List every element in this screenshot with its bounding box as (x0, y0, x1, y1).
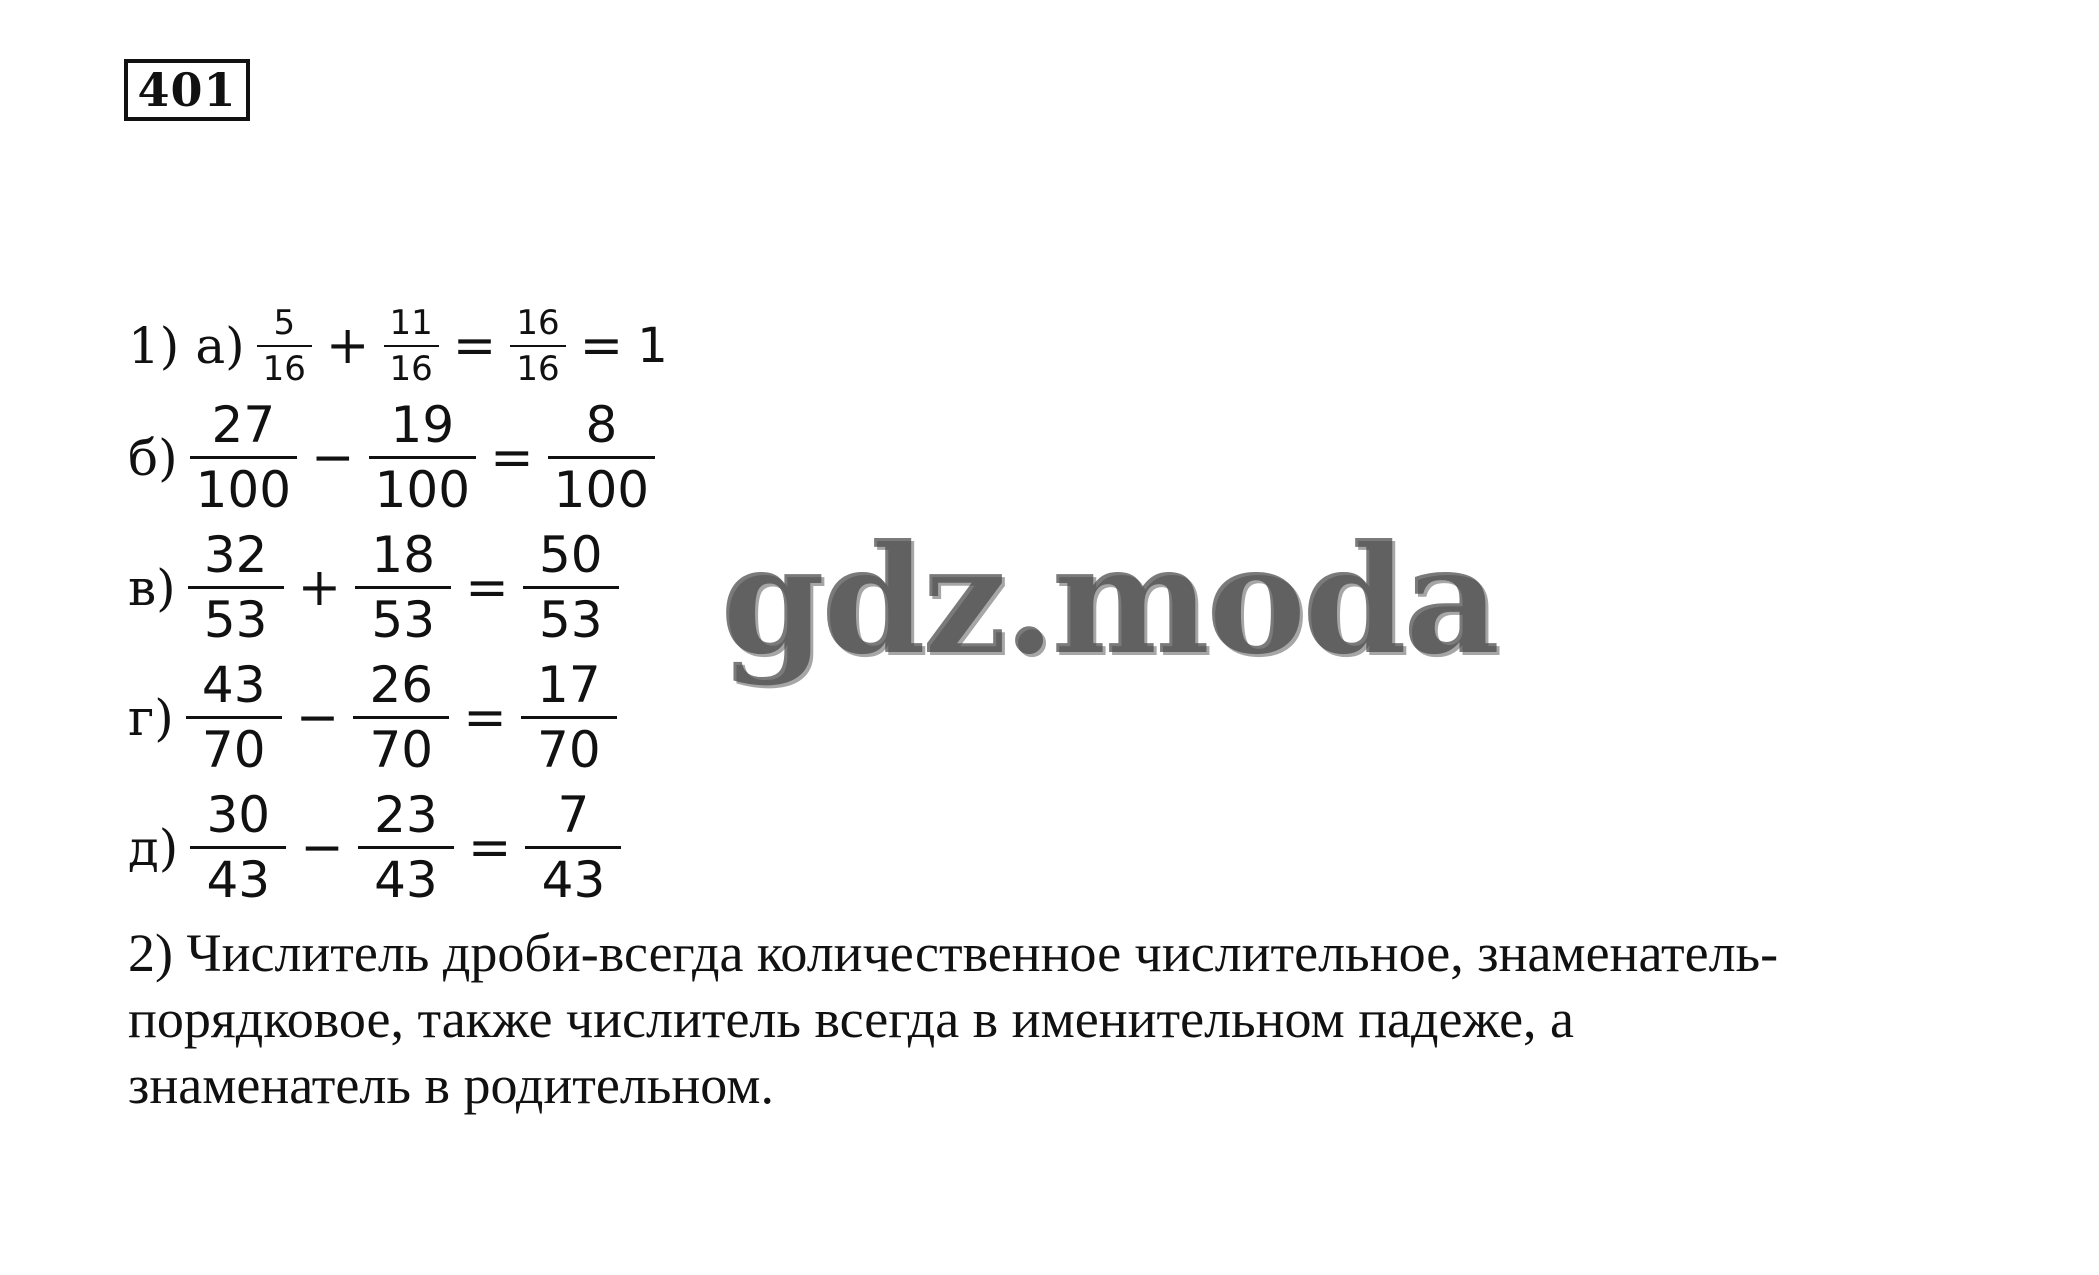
fraction-bar (353, 716, 449, 719)
item-letter: г) (128, 688, 174, 747)
fraction (186, 656, 282, 779)
fraction-bar (369, 456, 476, 459)
fraction-bar (257, 345, 312, 347)
fraction-numerator: 30 (206, 786, 271, 844)
fraction-bar (523, 586, 619, 589)
fraction-denominator: 100 (374, 461, 471, 519)
fraction-denominator: 70 (201, 721, 266, 779)
equation-row (128, 396, 655, 519)
fraction-denominator: 16 (262, 349, 306, 389)
fraction-numerator: 50 (539, 526, 603, 584)
task-number-box: 401 (124, 59, 250, 121)
fraction-numerator: 18 (371, 526, 436, 584)
operator: = (467, 817, 512, 878)
fraction-denominator: 70 (369, 721, 434, 779)
fraction-numerator: 23 (374, 786, 438, 844)
fraction-numerator: 43 (201, 656, 266, 714)
fraction-bar (358, 846, 454, 849)
fraction-numerator: 26 (369, 656, 434, 714)
fraction-bar (355, 586, 451, 589)
fraction-bar (190, 456, 297, 459)
fraction-denominator: 53 (539, 591, 603, 649)
answer-line: знаменатель в родительном. (128, 1055, 774, 1115)
operator: − (295, 687, 340, 748)
item-letter: а) (195, 317, 245, 375)
item-letter: в) (128, 558, 176, 617)
operator: − (300, 817, 344, 878)
fraction-denominator: 16 (516, 349, 560, 389)
fraction-denominator: 100 (553, 461, 650, 519)
fraction (523, 526, 619, 649)
operator: + (297, 557, 342, 618)
fraction-bar (190, 846, 286, 849)
fraction (353, 656, 449, 779)
fraction (190, 786, 286, 909)
fraction-denominator: 70 (537, 721, 601, 779)
fraction-bar (384, 345, 439, 347)
fraction-numerator: 19 (390, 396, 455, 454)
fraction-denominator: 43 (206, 851, 271, 909)
fraction (190, 396, 297, 519)
fraction-numerator: 27 (211, 396, 276, 454)
operator: = (465, 557, 509, 618)
fraction (355, 526, 451, 649)
fraction (257, 303, 312, 389)
fraction-bar (525, 846, 621, 849)
equation-row (128, 786, 621, 909)
operator: − (311, 427, 355, 488)
operator: = (452, 316, 497, 376)
fraction-bar (548, 456, 655, 459)
equation-row (128, 303, 668, 389)
answer-line: порядковое, также числитель всегда в именительном падеже, а (128, 989, 1575, 1049)
result-value: 1 (637, 318, 668, 374)
watermark-logo: gdz.moda (720, 512, 1497, 688)
item-letter: д) (128, 818, 179, 877)
item-letter: б) (128, 428, 178, 487)
fraction-numerator: 32 (203, 526, 268, 584)
fraction-bar (510, 345, 565, 347)
fraction-denominator: 43 (541, 851, 606, 909)
equation-row (128, 526, 619, 649)
fraction (548, 396, 655, 519)
fraction-numerator: 17 (537, 656, 601, 714)
fraction-bar (186, 716, 282, 719)
operator: = (463, 687, 507, 748)
fraction (369, 396, 476, 519)
fraction-bar (521, 716, 617, 719)
operator: = (579, 316, 624, 376)
fraction-numerator: 5 (273, 303, 296, 343)
fraction (525, 786, 621, 909)
fraction-denominator: 100 (195, 461, 292, 519)
part-label: 1) (128, 317, 180, 375)
fraction-bar (188, 586, 284, 589)
fraction (521, 656, 617, 779)
fraction-denominator: 53 (371, 591, 436, 649)
fraction-numerator: 8 (585, 396, 618, 454)
answer-line: 2) Числитель дроби-всегда количественное числительное, знаменатель- (128, 923, 1779, 983)
answer-text (128, 920, 2028, 1118)
equation-row (128, 656, 617, 779)
fraction (510, 303, 565, 389)
fraction (384, 303, 439, 389)
fraction (188, 526, 284, 649)
fraction-numerator: 7 (557, 786, 590, 844)
fraction (358, 786, 454, 909)
fraction-denominator: 43 (374, 851, 438, 909)
fraction-numerator: 16 (516, 303, 560, 343)
operator: = (490, 427, 534, 488)
operator: + (325, 316, 370, 376)
fraction-numerator: 11 (389, 303, 433, 343)
fraction-denominator: 53 (203, 591, 268, 649)
fraction-denominator: 16 (389, 349, 433, 389)
